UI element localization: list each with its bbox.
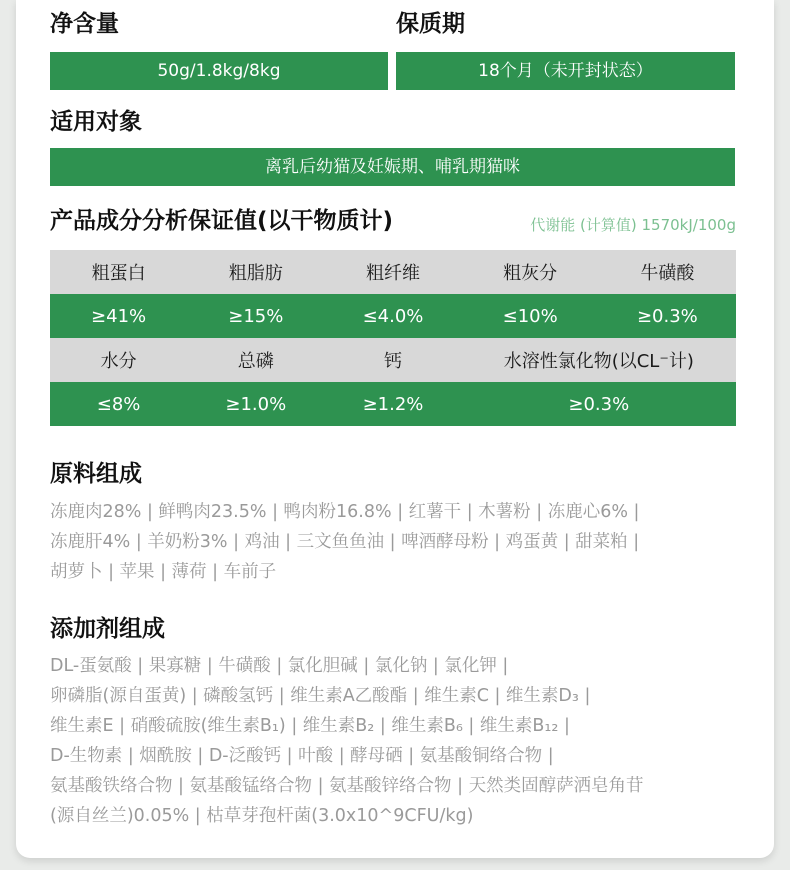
ingredients-list — [50, 497, 740, 587]
label-cell: 粗灰分 — [462, 250, 599, 294]
additives-line: 卵磷脂(源自蛋黄) | 磷酸氢钙 | 维生素A乙酸酯 | 维生素C | 维生素D₃ | — [50, 686, 591, 706]
value-cell: ≥1.2% — [324, 382, 461, 426]
ingredients-title: 原料组成 — [50, 461, 142, 487]
label-cell: 总磷 — [187, 338, 324, 382]
additives-line: (源自丝兰)0.05% | 枯草芽孢杆菌(3.0x10^9CFU/kg) — [50, 806, 474, 826]
shelf-life-value: 18个月（未开封状态） — [396, 52, 735, 90]
value-row-1 — [50, 294, 736, 338]
label-cell: 牛磺酸 — [599, 250, 736, 294]
net-weight-title: 净含量 — [50, 11, 119, 37]
value-cell: ≥41% — [50, 294, 187, 338]
additives-line: DL-蛋氨酸 | 果寡糖 | 牛磺酸 | 氯化胆碱 | 氯化钠 | 氯化钾 | — [50, 656, 509, 676]
additives-title: 添加剂组成 — [50, 616, 165, 642]
label-cell: 粗纤维 — [324, 250, 461, 294]
shelf-life-title: 保质期 — [396, 11, 465, 37]
label-row-2 — [50, 338, 736, 382]
value-cell: ≤10% — [462, 294, 599, 338]
value-cell: ≥15% — [187, 294, 324, 338]
value-cell: ≤4.0% — [324, 294, 461, 338]
additives-line: 维生素E | 硝酸硫胺(维生素B₁) | 维生素B₂ | 维生素B₆ | 维生素B₁₂ | — [50, 716, 570, 736]
product-info-card — [16, 0, 774, 858]
ingredients-line: 冻鹿肝4% | 羊奶粉3% | 鸡油 | 三文鱼鱼油 | 啤酒酵母粉 | 鸡蛋黄 | 甜菜粕 | — [50, 532, 640, 552]
target-value: 离乳后幼猫及妊娠期、哺乳期猫咪 — [50, 148, 735, 186]
target-title: 适用对象 — [50, 109, 142, 135]
analysis-title: 产品成分分析保证值(以干物质计) — [50, 208, 394, 234]
additives-line: 氨基酸铁络合物 | 氨基酸锰络合物 | 氨基酸锌络合物 | 天然类固醇萨洒皂角苷 — [50, 776, 644, 796]
label-cell: 粗脂肪 — [187, 250, 324, 294]
value-cell: ≥1.0% — [187, 382, 324, 426]
value-row-2 — [50, 382, 736, 426]
label-row-1 — [50, 250, 736, 294]
label-cell: 钙 — [324, 338, 461, 382]
nutrition-table — [50, 250, 736, 426]
value-cell: ≥0.3% — [462, 382, 736, 426]
label-cell: 粗蛋白 — [50, 250, 187, 294]
ingredients-line: 冻鹿肉28% | 鲜鸭肉23.5% | 鸭肉粉16.8% | 红薯干 | 木薯粉 | 冻鹿心6% | — [50, 502, 640, 522]
additives-line: D-生物素 | 烟酰胺 | D-泛酸钙 | 叶酸 | 酵母硒 | 氨基酸铜络合物 | — [50, 746, 554, 766]
label-cell: 水溶性氯化物(以CL⁻计) — [462, 338, 736, 382]
value-cell: ≤8% — [50, 382, 187, 426]
label-cell: 水分 — [50, 338, 187, 382]
net-weight-value: 50g/1.8kg/8kg — [50, 52, 388, 90]
additives-list — [50, 651, 740, 831]
ingredients-line: 胡萝卜 | 苹果 | 薄荷 | 车前子 — [50, 562, 277, 582]
energy-note: 代谢能 (计算值) 1570kJ/100g — [530, 216, 736, 234]
value-cell: ≥0.3% — [599, 294, 736, 338]
